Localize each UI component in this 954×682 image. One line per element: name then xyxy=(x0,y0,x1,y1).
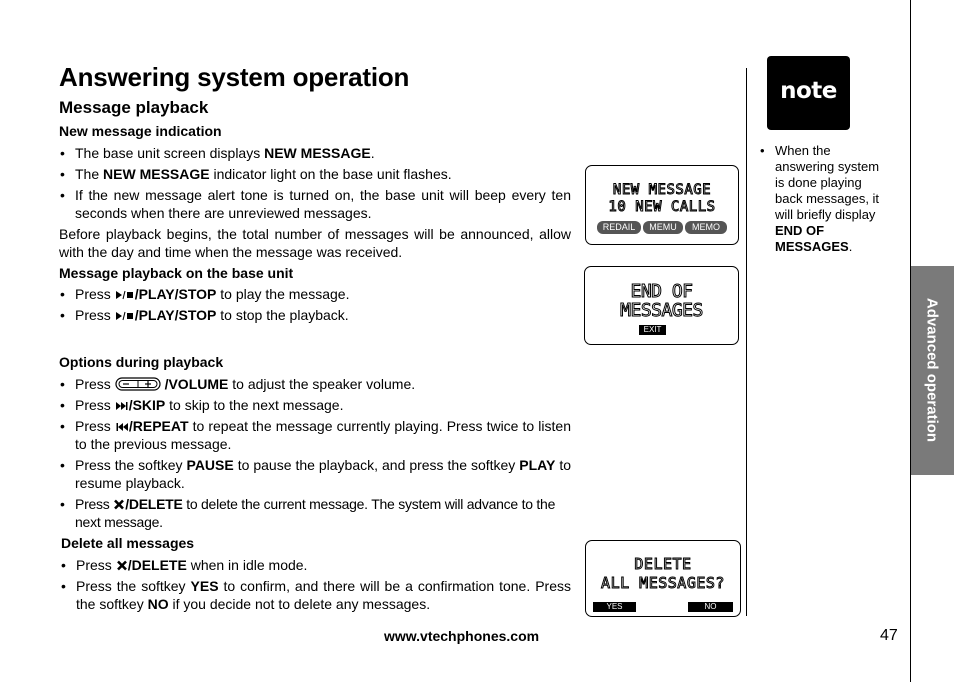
repeat-icon xyxy=(115,422,129,432)
delete-x-icon xyxy=(116,560,128,571)
delete-x-icon xyxy=(113,499,125,510)
footer-url: www.vtechphones.com xyxy=(384,628,540,644)
note-label: note xyxy=(780,78,837,104)
section-subtitle: Message playback xyxy=(59,98,209,117)
lcd-line-2: MESSAGES xyxy=(620,300,703,321)
play-stop-icon xyxy=(115,311,135,321)
softkey-memu: MEMU xyxy=(643,221,683,234)
note-badge xyxy=(767,56,850,130)
bullet-dot: • xyxy=(60,166,65,182)
lcd-line-1: DELETE xyxy=(634,555,692,573)
column-divider xyxy=(746,68,747,616)
note-text: • When the answering system is done playing back messages, it will briefly display END OF MESSAGES. xyxy=(760,143,880,254)
bullet-dot: • xyxy=(60,187,65,203)
bullet-dot: • xyxy=(61,557,66,573)
bullet-pause-play: • Press the softkey PAUSE to pause the playback, and press the softkey PLAY to resume playback. xyxy=(60,457,571,491)
bullet-dot: • xyxy=(60,418,65,434)
bullet-dot: • xyxy=(61,578,66,594)
bullet-stop: • Press /PLAY/STOP to stop the playback. xyxy=(60,307,349,323)
page-number: 47 xyxy=(880,627,898,644)
heading-playback-base-unit: Message playback on the base unit xyxy=(59,265,294,281)
volume-rocker-icon xyxy=(115,377,161,391)
bullet-dot: • xyxy=(60,145,65,161)
play-stop-icon xyxy=(115,290,135,300)
bullet-volume: • Press /VOLUME to adjust the speaker volume. xyxy=(60,376,416,392)
lcd-line-1: NEW MESSAGE xyxy=(612,182,712,198)
bullet-dot: • xyxy=(60,376,65,392)
softkey-no: NO xyxy=(688,602,733,612)
softkey-redail: REDAIL xyxy=(597,221,641,234)
bullet-dot: • xyxy=(60,307,65,323)
lcd-screen-delete-all xyxy=(585,540,741,617)
lcd-screen-new-message xyxy=(585,165,739,245)
bullet-delete-current: • Press /DELETE to delete the current message. The system will advance to the next message. xyxy=(60,496,556,530)
bullet-confirm-delete: • Press the softkey YES to confirm, and there will be a confirmation tone. Press the softkey NO if you decide not to delete any messages. xyxy=(61,578,571,612)
bullet-dot: • xyxy=(60,286,65,302)
bullet-delete-idle: • Press /DELETE when in idle mode. xyxy=(61,557,308,573)
bullet-dot: • xyxy=(60,397,65,413)
paragraph-playback-announce: Before playback begins, the total number of messages will be announced, allow with the day and time when the message was received. xyxy=(59,226,571,260)
softkey-yes: YES xyxy=(593,602,636,612)
bullet-indicator-light: • The NEW MESSAGE indicator light on the base unit flashes. xyxy=(60,166,452,182)
bullet-dot: • xyxy=(60,457,65,473)
bullet-repeat: • Press /REPEAT to repeat the message currently playing. Press twice to listen to the previous message. xyxy=(60,418,571,452)
bullet-alert-tone: • If the new message alert tone is turned on, the base unit will beep every ten seconds when there are unreviewed messages. xyxy=(60,187,571,221)
softkey-memo: MEMO xyxy=(685,221,727,234)
side-tab-label: Advanced operation xyxy=(923,297,941,443)
bullet-skip: • Press /SKIP to skip to the next message. xyxy=(60,397,344,413)
side-tab-advanced-operation xyxy=(911,266,954,475)
lcd-line-2: 10 NEW CALLS xyxy=(608,199,716,215)
bullet-dot: • xyxy=(60,496,65,512)
page-title: Answering system operation xyxy=(59,62,410,92)
heading-options-during-playback: Options during playback xyxy=(59,354,224,370)
heading-delete-all: Delete all messages xyxy=(61,535,195,551)
skip-icon xyxy=(115,401,129,411)
lcd-screen-end-of-messages xyxy=(584,266,739,345)
bullet-play: • Press /PLAY/STOP to play the message. xyxy=(60,286,350,302)
bullet-screen-displays: • The base unit screen displays NEW MESSAGE. xyxy=(60,145,375,161)
heading-new-message-indication: New message indication xyxy=(59,123,222,139)
bullet-dot: • xyxy=(760,143,765,158)
lcd-line-2: ALL MESSAGES? xyxy=(601,574,725,592)
softkey-exit: EXIT xyxy=(639,325,666,335)
lcd-line-1: END OF xyxy=(630,281,693,302)
